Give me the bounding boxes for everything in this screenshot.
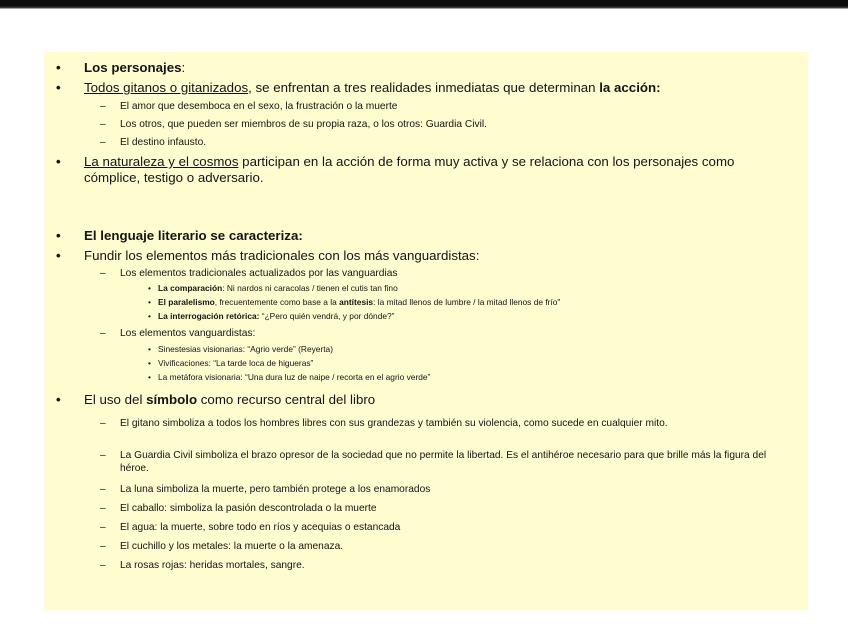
symbol-item-text: La rosas rojas: heridas mortales, sangre. <box>120 560 305 571</box>
sub-item-tradicionales <box>100 267 398 280</box>
sub-item-text: Los otros, que pueden ser miembros de su propia raza, o los otros: Guardia Civil. <box>120 119 487 130</box>
dash-marker: – <box>100 119 106 130</box>
body-text: , se enfrentan a tres realidades inmediatas que determinan <box>248 80 600 95</box>
sub-item-text: Los elementos vanguardistas: <box>120 328 256 339</box>
dash-marker: – <box>100 522 106 533</box>
sub-item-text: El amor que desemboca en el sexo, la frustración o la muerte <box>120 101 398 112</box>
sub-sub-item-vivificaciones <box>148 358 314 369</box>
sub-item-text: Los elementos tradicionales actualizados por las vanguardias <box>120 268 398 279</box>
body-text: Sinestesias visionarias: “Agrio verde” (Reyerta) <box>158 344 334 354</box>
sub-sub-item-interrogacion <box>148 311 395 322</box>
top-border-bar <box>0 0 848 9</box>
sub-item-amor <box>100 100 398 113</box>
dash-marker: – <box>100 484 106 495</box>
sub-sub-item-paralelismo <box>148 297 561 308</box>
symbol-item-rosas <box>100 559 305 572</box>
dash-marker: – <box>100 137 106 148</box>
symbol-item-text: La luna simboliza la muerte, pero también protege a los enamorados <box>120 484 431 495</box>
bold-text: símbolo <box>146 392 198 407</box>
personajes-heading-colon: : <box>181 60 186 75</box>
bold-text: El paralelismo <box>158 297 215 307</box>
underlined-text: Todos gitanos o gitanizados <box>84 80 249 95</box>
symbol-item-text: La Guardia Civil simboliza el brazo opresor de la sociedad que no permite la libertad. Es el antihéroe necesario para que brille más la figura del héroe. <box>120 450 767 474</box>
dash-marker: – <box>100 101 106 112</box>
body-text: El uso del <box>84 392 147 407</box>
bullet-simbolo <box>56 392 376 408</box>
symbol-item-text: El agua: la muerte, sobre todo en ríos y acequias o estancada <box>120 522 401 533</box>
bullet-naturaleza <box>56 154 784 186</box>
dash-marker: – <box>100 450 106 461</box>
sub-sub-item-comparacion <box>148 283 398 294</box>
bullet-marker: • <box>148 344 151 354</box>
symbol-item-luna <box>100 483 431 496</box>
bullet-personajes-heading <box>56 60 186 76</box>
symbol-item-text: El caballo: simboliza la pasión descontrolada o la muerte <box>120 503 377 514</box>
symbol-item-guardia-civil <box>100 449 780 475</box>
underlined-text: La naturaleza y el cosmos <box>84 154 239 169</box>
symbol-item-gitano <box>100 417 780 430</box>
bullet-marker: • <box>148 372 151 382</box>
bullet-marker: • <box>148 311 151 321</box>
dash-marker: – <box>100 328 106 339</box>
lenguaje-heading: El lenguaje literario se caracteriza: <box>84 228 303 243</box>
bullet-marker: • <box>56 80 61 95</box>
dash-marker: – <box>100 418 106 429</box>
body-text: como recurso central del libro <box>197 392 376 407</box>
sub-item-otros <box>100 118 487 131</box>
body-text: Vivificaciones: “La tarde loca de higueras” <box>158 358 314 368</box>
bullet-marker: • <box>56 60 61 75</box>
bullet-marker: • <box>148 358 151 368</box>
bold-text: la acción: <box>599 80 661 95</box>
bullet-marker: • <box>56 248 61 263</box>
bullet-marker: • <box>148 283 151 293</box>
sub-item-text: El destino infausto. <box>120 137 207 148</box>
dash-marker: – <box>100 560 106 571</box>
bullet-marker: • <box>56 154 61 169</box>
bullet-fundir <box>56 248 480 264</box>
body-text: “¿Pero quién vendrá, y por dónde?” <box>259 311 395 321</box>
sub-item-destino <box>100 136 207 149</box>
body-text: participan en la acción de forma muy activa y se relaciona con los personajes como cómplice, testigo o adversario. <box>84 154 735 185</box>
bullet-marker: • <box>56 392 61 407</box>
body-text: : la mitad llenos de lumbre / la mitad llenos de frío" <box>373 297 561 307</box>
bullet-lenguaje-heading <box>56 228 303 244</box>
dash-marker: – <box>100 503 106 514</box>
personajes-heading: Los personajes <box>84 60 182 75</box>
symbol-item-text: El cuchillo y los metales: la muerte o la amenaza. <box>120 541 344 552</box>
bullet-personajes-realidades <box>56 80 661 96</box>
slide-content-panel <box>44 52 808 610</box>
bullet-marker: • <box>148 297 151 307</box>
bold-text: La interrogación retórica: <box>158 311 260 321</box>
body-text: La metáfora visionaria: “Una dura luz de naipe / recorta en el agrio verde” <box>158 372 431 382</box>
bold-text: La comparación <box>158 283 223 293</box>
symbol-item-caballo <box>100 502 377 515</box>
symbol-item-agua <box>100 521 401 534</box>
body-text: : Ni nardos ni caracolas / tienen el cutis tan fino <box>222 283 398 293</box>
body-text: Fundir los elementos más tradicionales con los más vanguardistas: <box>84 248 480 263</box>
sub-sub-item-sinestesias <box>148 344 334 355</box>
symbol-item-cuchillo <box>100 540 344 553</box>
dash-marker: – <box>100 268 106 279</box>
sub-sub-item-metafora <box>148 372 431 383</box>
bold-text: antítesis <box>339 297 374 307</box>
symbol-item-text: El gitano simboliza a todos los hombres libres con sus grandezas y también su violencia, como sucede en cualquier mito. <box>120 418 668 429</box>
bullet-marker: • <box>56 228 61 243</box>
dash-marker: – <box>100 541 106 552</box>
sub-item-vanguardistas <box>100 327 256 340</box>
body-text: , frecuentemente como base a la <box>214 297 340 307</box>
